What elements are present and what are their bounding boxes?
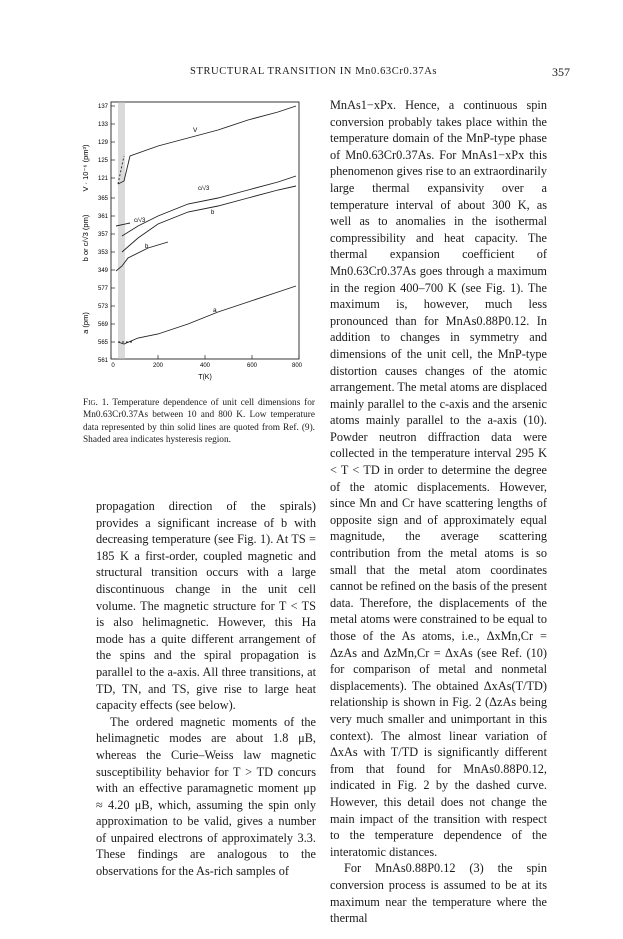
tick-v-125: 125 (97, 158, 108, 164)
tick-x-600: 600 (246, 363, 258, 369)
left-column (96, 498, 316, 880)
figure-1-plot (78, 98, 310, 388)
tick-b-349: 349 (97, 268, 108, 274)
tick-x-400: 400 (199, 363, 211, 369)
hysteresis-region (118, 102, 125, 359)
curve-c-upper (122, 176, 296, 236)
panel-a-axis-label: a (pm) (81, 312, 90, 334)
tick-v-129: 129 (97, 140, 108, 146)
tick-a-565: 565 (97, 340, 108, 346)
right-column (330, 97, 547, 927)
figure-caption (83, 397, 315, 447)
panel-b-axis-label: b or c/√3 (pm) (81, 214, 90, 262)
page-number: 357 (552, 65, 570, 79)
tick-v-137: 137 (97, 104, 108, 110)
figure-1 (78, 98, 310, 388)
curve-label-b-upper: b (211, 210, 215, 216)
tick-b-353: 353 (97, 250, 108, 256)
curve-label-c-upper: c/√3 (198, 186, 210, 192)
curve-a (118, 286, 296, 344)
x-axis-label: T(K) (198, 374, 212, 381)
curve-v (118, 106, 296, 184)
left-paragraph-2: The ordered magnetic moments of the helimagnetic modes are about 1.8 μB, whereas the Curie–Weiss law magnetic susceptibility behavior for T > TD concurs with an effective paramagnetic moment μp ≈ 4.20 μB, which, assuming the spin only approximation to be valid, gives a number of unpaired electrons of approximately 3.3. These findings are analogous to the observations for the As-rich samples of (96, 714, 316, 879)
curve-label-c-lower: c/√3 (134, 218, 146, 224)
right-paragraph-1: MnAs1−xPx. Hence, a continuous spin conversion probably takes place within the temperature domain of the MnP-type phase of Mn0.63Cr0.37As. For MnAs1−xPx this phenomenon gives rise to an extraordinarily large thermal expansivity over a temperature interval of about 300 K, as well as to anomalies in the isothermal compressibility and heat capacity. The thermal expansion coefficient of Mn0.63Cr0.37As goes through a maximum in the region 400–700 K (see Fig. 1). The maximum is, however, much less pronounced than for MnAs0.88P0.12. In addition to changes in symmetry and dimensions of the unit cell, the MnP-type distortion causes changes of the atomic arrangement. The metal atoms are displaced mainly parallel to the c-axis and the arsenic atoms mainly parallel to the a-axis (10). Powder neutron diffraction data were collected in the temperature interval 295 K < T < TD in order to determine the degree of the atomic displacements. However, since Mn and Cr have scattering lengths of opposite sign and of approximately equal magnitude, the average scattering contribution from the metal atoms is so small that the metal atom coordinates cannot be refined on the basis of the present data. Therefore, the displacements of the metal atoms were constrained to be equal to those of the As atoms, i.e., ΔxMn,Cr = ΔzAs and ΔzMn,Cr = ΔxAs (see Ref. (10) for comparison of metal and nonmetal displacements). The obtained ΔxAs(T/TD) relationship is shown in Fig. 2 (ΔzAs being very much smaller and unimportant in this context). The almost linear variation of ΔxAs with T/TD is significantly different from that found for MnAs0.88P0.12, indicated in Fig. 2 by the dashed curve. However, this detail does not change the main impact of the transition with respect to the temperature dependence of the interatomic distances. (330, 98, 547, 859)
tick-a-561: 561 (97, 358, 108, 364)
panel-v-axis-label: V · 10⁻⁶ (pm³) (81, 144, 90, 192)
tick-a-569: 569 (97, 322, 108, 328)
tick-a-573: 573 (97, 304, 108, 310)
tick-b-361: 361 (97, 214, 108, 220)
left-paragraph-1: propagation direction of the spirals) provides a significant increase of b with decreasing temperature (see Fig. 1). At TS = 185 K a first-order, coupled magnetic and structural transition occurs with a large discontinuous change in the unit cell volume. The magnetic structure for T < TS is also helimagnetic. However, this Ha mode has a quite different arrangement of the spins and the spiral propagation is parallel to the a-axis. All three transitions, at TD, TN, and TS, give rise to large heat capacity effects (see below). (96, 499, 316, 713)
running-header (0, 66, 623, 82)
running-title: STRUCTURAL TRANSITION IN Mn0.63Cr0.37As (190, 66, 438, 77)
curve-label-v: V (193, 127, 198, 134)
curve-label-b-lower: b (145, 244, 149, 250)
tick-x-200: 200 (152, 363, 164, 369)
tick-v-121: 121 (97, 176, 108, 182)
curve-label-a: a (213, 307, 217, 314)
caption-text: Temperature dependence of unit cell dimensions for Mn0.63Cr0.37As between 10 and 800 K. Low temperature data represented by thin solid lines are quoted from Ref. (9). Shaded area indicates hysteresis region. (83, 398, 315, 446)
tick-a-577: 577 (97, 286, 108, 292)
curve-b-upper (122, 186, 296, 252)
tick-v-133: 133 (97, 122, 108, 128)
tick-b-365: 365 (97, 196, 108, 202)
right-paragraph-2: For MnAs0.88P0.12 (3) the spin conversion process is assumed to be at its maximum near the temperature where the thermal (330, 861, 547, 926)
caption-lead: Fig. 1. (83, 398, 109, 408)
tick-x-0: 0 (111, 363, 115, 369)
plot-frame (111, 102, 299, 359)
tick-b-357: 357 (97, 232, 108, 238)
tick-x-800: 800 (291, 363, 303, 369)
